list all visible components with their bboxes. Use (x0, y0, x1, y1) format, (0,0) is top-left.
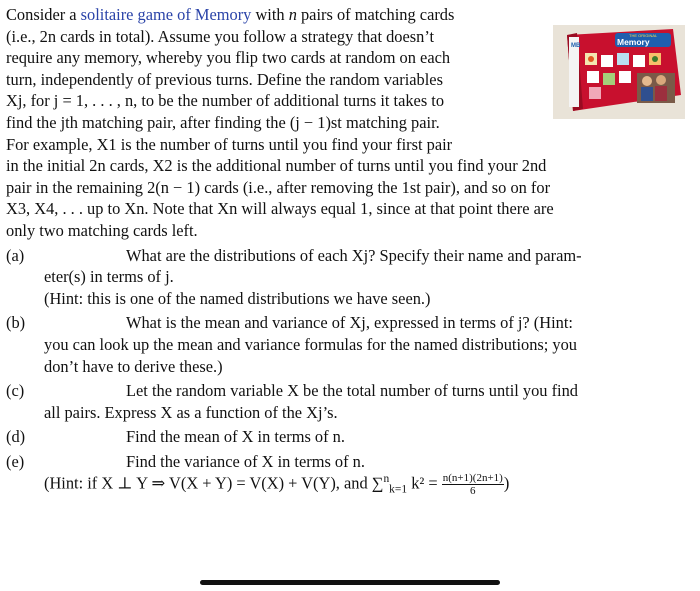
part-d (6, 426, 686, 448)
part-text: don’t have to derive these.) (44, 356, 223, 376)
part-text: Find the mean of X in terms of n. (126, 427, 345, 447)
part-text: Let the random variable X be the total number of turns until you find (126, 381, 578, 401)
home-indicator-bar (200, 580, 500, 585)
part-text: all pairs. Express X as a function of the Xj’s. (44, 402, 338, 422)
part-a (6, 245, 686, 310)
intro-line-5: Xj, for j = 1, . . . , n, to be the number of additional turns it takes to (6, 91, 445, 111)
box-brand: MB (571, 43, 581, 49)
part-b (6, 312, 686, 377)
intro-line-6: find the jth matching pair, after finding the (j − 1)st matching pair. (6, 112, 440, 132)
hint-text: ) (503, 473, 510, 493)
intro-text: Consider a (6, 5, 81, 24)
intro-text: with (251, 5, 289, 24)
fraction-denominator: 6 (470, 485, 476, 498)
part-label: (a) (6, 245, 25, 265)
intro-text: n (288, 5, 297, 24)
solitaire-memory-link[interactable]: solitaire game of Memory (80, 5, 252, 24)
part-text: eter(s) in terms of j. (44, 267, 174, 287)
hint-text: (Hint: if X ⊥ Y ⇒ V(X + Y) = V(X) + V(Y), and ∑ (44, 473, 384, 493)
intro-line-8: in the initial 2n cards, X2 is the additional number of turns until you find your 2nd (6, 156, 547, 176)
intro-line-9: pair in the remaining 2(n − 1) cards (i.e., after removing the 1st pair), and so on for (6, 177, 551, 197)
intro-line-3: require any memory, whereby you flip two cards at random on each (6, 48, 451, 68)
part-label: (c) (6, 381, 25, 401)
fraction (442, 472, 504, 497)
part-label: (b) (6, 313, 26, 333)
part-text: What is the mean and variance of Xj, expressed in terms of j? (Hint: (126, 313, 573, 333)
part-text: you can look up the mean and variance formulas for the named distributions; you (44, 334, 578, 354)
family-photo (637, 73, 675, 103)
part-label: (e) (6, 451, 25, 471)
part-e (6, 451, 686, 498)
box-tag: THE ORIGINAL (629, 33, 658, 38)
intro-line-7: For example, X1 is the number of turns until you find your first pair (6, 134, 453, 154)
part-text: Find the variance of X in terms of n. (126, 451, 365, 471)
part-label: (d) (6, 427, 26, 447)
intro-line-10: X3, X4, . . . up to Xn. Note that Xn will always equal 1, since at that point there are (6, 199, 554, 219)
part-c (6, 380, 686, 423)
box-title: Memory (617, 37, 650, 47)
fraction-numerator: n(n+1)(2n+1) (442, 472, 503, 485)
intro-line-2: (i.e., 2n cards in total). Assume you follow a strategy that doesn’t (6, 26, 435, 46)
part-text: What are the distributions of each Xj? Specify their name and param- (126, 245, 582, 265)
intro-text: pairs of matching cards (296, 5, 455, 24)
part-hint: (Hint: this is one of the named distributions we have seen.) (44, 288, 431, 308)
intro-line-4: turn, independently of previous turns. Define the random variables (6, 69, 443, 89)
memory-game-box-image (553, 25, 685, 119)
sum-lower: k=1 (389, 484, 408, 497)
part-hint (6, 472, 686, 497)
hint-text: k² = (407, 473, 442, 493)
intro-line-11: only two matching cards left. (6, 220, 198, 240)
intro-line-1 (6, 4, 541, 26)
sum-upper: n (383, 473, 390, 486)
